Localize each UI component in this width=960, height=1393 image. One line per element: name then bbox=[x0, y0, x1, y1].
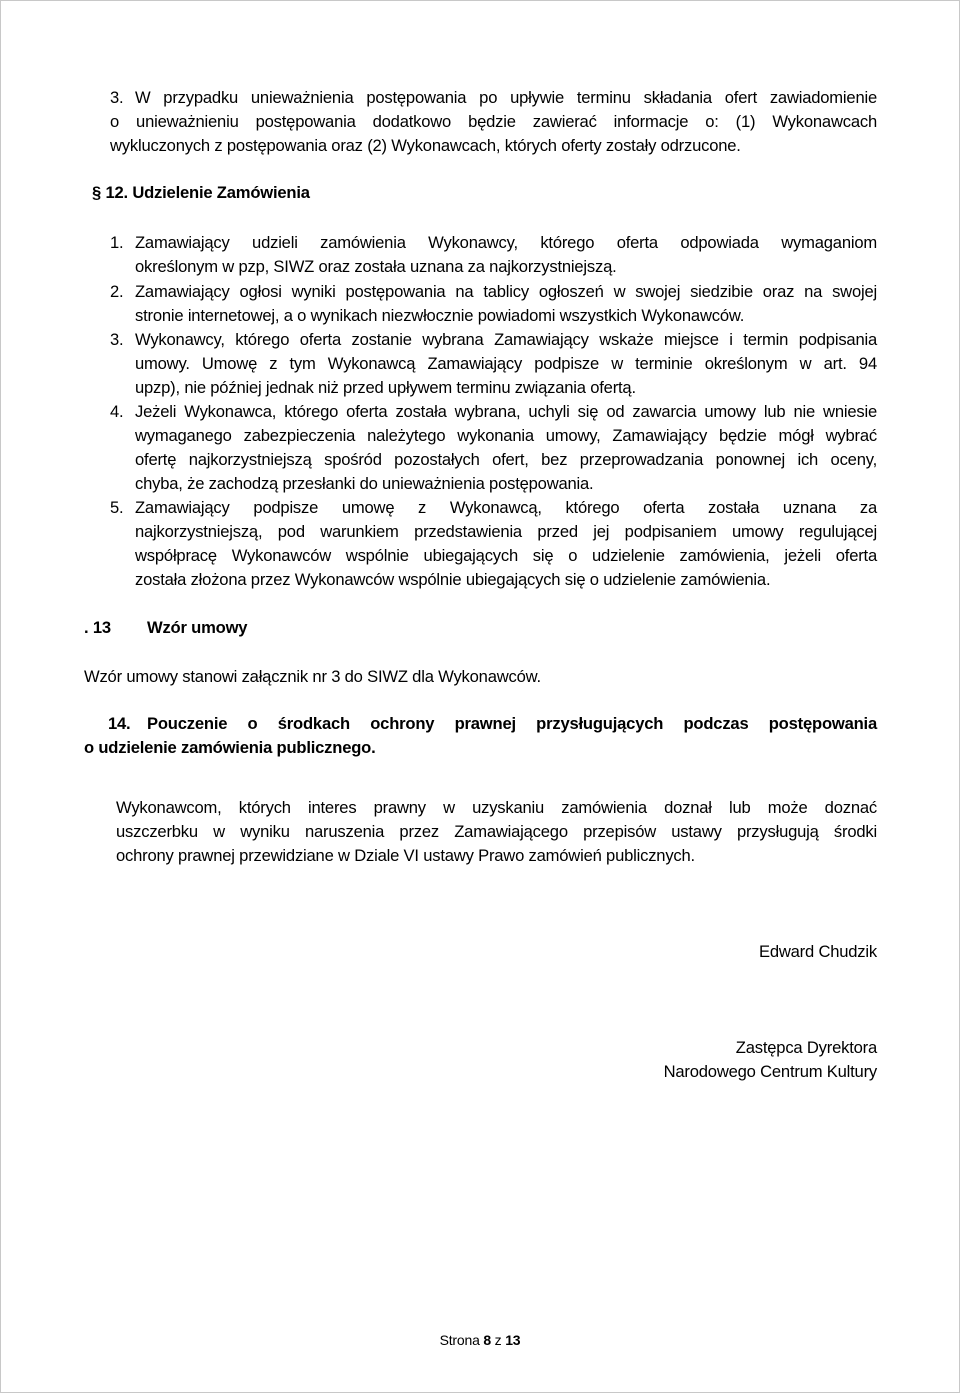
item-3-number: 3. bbox=[110, 88, 124, 107]
s12-item-1-number: 1. bbox=[110, 233, 124, 252]
footer-total-pages: 13 bbox=[505, 1332, 521, 1348]
footer-label: Strona bbox=[439, 1332, 480, 1348]
s12-item-3-line-2: umowy. Umowę z tym Wykonawcą Zamawiający podpisze w terminie określonym w art. 94 bbox=[135, 354, 877, 373]
section-13-body: Wzór umowy stanowi załącznik nr 3 do SIWZ dla Wykonawców. bbox=[84, 667, 541, 686]
signature-title-line-2: Narodowego Centrum Kultury bbox=[663, 1062, 877, 1081]
s12-item-4-number: 4. bbox=[110, 402, 124, 421]
s12-item-4-line-1: Jeżeli Wykonawca, którego oferta została wybrana, uchyli się od zawarcia umowy lub nie wniesie bbox=[135, 402, 877, 421]
item-3-line-2: o unieważnieniu postępowania dodatkowo będzie zawierać informacje o: (1) Wykonawcach bbox=[110, 112, 877, 131]
page-footer bbox=[1, 1332, 959, 1348]
section-13-title: Wzór umowy bbox=[147, 618, 248, 637]
s12-item-3-number: 3. bbox=[110, 330, 124, 349]
s12-item-4-line-2: wymaganego zabezpieczenia należytego wykonania umowy, Zamawiający będzie mógł wybrać bbox=[135, 426, 877, 445]
s12-item-2-line-2: stronie internetowej, a o wynikach niezwłocznie powiadomi wszystkich Wykonawców. bbox=[135, 306, 745, 325]
s12-item-2-line-1: Zamawiający ogłosi wyniki postępowania na tablicy ogłoszeń w swojej siedzibie oraz na swojej bbox=[135, 282, 877, 301]
s12-item-4-line-4: chyba, że zachodzą przesłanki do unieważnienia postępowania. bbox=[135, 474, 594, 493]
s12-item-2-number: 2. bbox=[110, 282, 124, 301]
section-13-number: . 13 bbox=[84, 618, 111, 637]
footer-separator: z bbox=[494, 1332, 502, 1348]
s12-item-3-line-3: upzp), nie później jednak niż przed upływem terminu związania ofertą. bbox=[135, 378, 636, 397]
signature-title-line-1: Zastępca Dyrektora bbox=[735, 1038, 877, 1057]
s12-item-5-line-1: Zamawiający podpisze umowę z Wykonawcą, którego oferta została uznana za bbox=[135, 498, 877, 517]
section-14-number: 14. bbox=[108, 714, 131, 733]
section-14-body-line-3: ochrony prawnej przewidziane w Dziale VI ustawy Prawo zamówień publicznych. bbox=[116, 846, 695, 865]
section-14-title-line-2: o udzielenie zamówienia publicznego. bbox=[84, 738, 376, 757]
s12-item-4-line-3: ofertę najkorzystniejszą spośród pozostałych ofert, bez przeprowadzania ponownej ich oceny, bbox=[135, 450, 877, 469]
section-14-body-line-1: Wykonawcom, których interes prawny w uzyskaniu zamówienia doznał lub może doznać bbox=[116, 798, 877, 817]
s12-item-3-line-1: Wykonawcy, którego oferta zostanie wybrana Zamawiający wskaże miejsce i termin podpisania bbox=[135, 330, 877, 349]
s12-item-5-number: 5. bbox=[110, 498, 124, 517]
s12-item-5-line-3: współpracę Wykonawców wspólnie ubiegających się o udzielenie zamówienia, jeżeli oferta bbox=[135, 546, 877, 565]
s12-item-1-line-2: określonym w pzp, SIWZ oraz została uznana za najkorzystniejszą. bbox=[135, 257, 617, 276]
footer-current-page: 8 bbox=[483, 1332, 491, 1348]
item-3-line-3: wykluczonych z postępowania oraz (2) Wykonawcach, których oferty zostały odrzucone. bbox=[110, 136, 741, 155]
s12-item-5-line-2: najkorzystniejszą, pod warunkiem przedstawienia przed jej podpisaniem umowy regulującej bbox=[135, 522, 877, 541]
signature-name: Edward Chudzik bbox=[758, 942, 877, 961]
item-3-line-1: W przypadku unieważnienia postępowania po upływie terminu składania ofert zawiadomienie bbox=[135, 88, 877, 107]
section-14-title-line-1: Pouczenie o środkach ochrony prawnej przysługujących podczas postępowania bbox=[147, 714, 877, 733]
s12-item-1-line-1: Zamawiający udzieli zamówienia Wykonawcy, którego oferta odpowiada wymaganiom bbox=[135, 233, 877, 252]
section-14-body-line-2: uszczerbku w wyniku naruszenia przez Zamawiającego przepisów ustawy przysługują środki bbox=[116, 822, 877, 841]
s12-item-5-line-4: została złożona przez Wykonawców wspólnie ubiegających się o udzielenie zamówienia. bbox=[135, 570, 771, 589]
section-12-heading: § 12. Udzielenie Zamówienia bbox=[92, 183, 310, 202]
